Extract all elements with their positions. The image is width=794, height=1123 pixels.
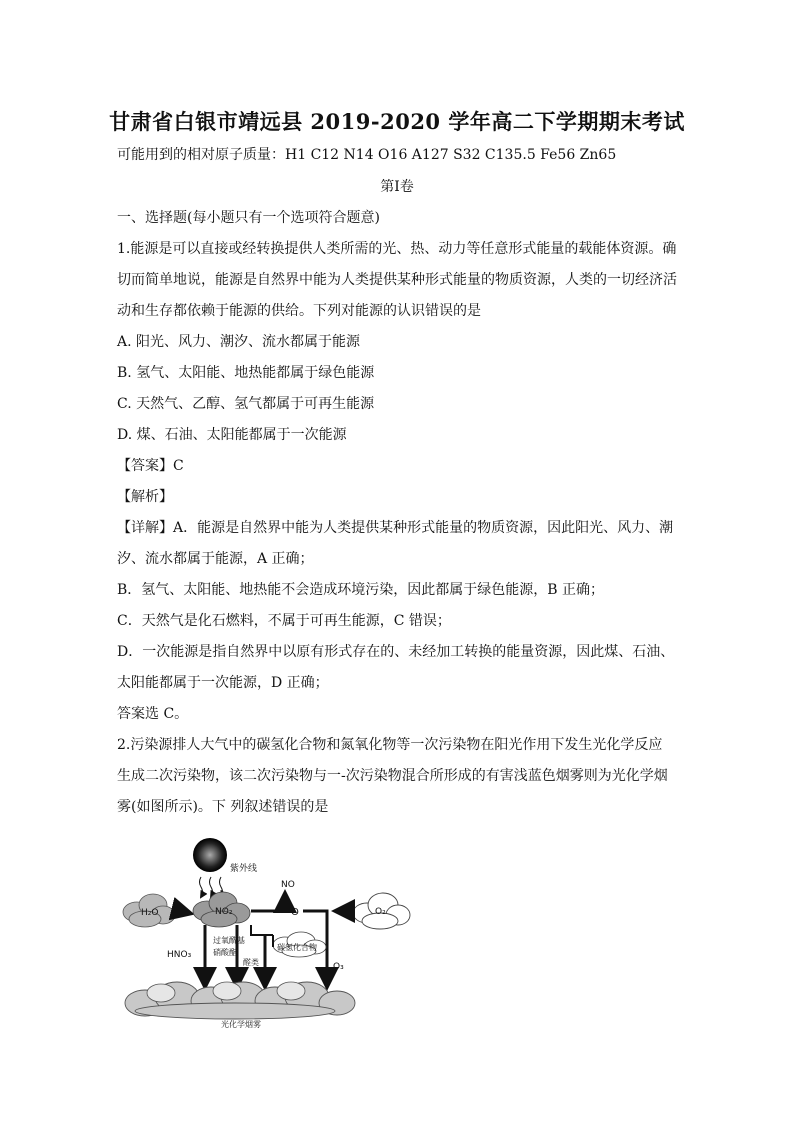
pan-label-2: 硝酸酯 — [213, 948, 237, 957]
uv-label: 紫外线 — [230, 864, 258, 874]
q1-option-d: D. 煤、石油、太阳能都属于一次能源 — [117, 427, 347, 443]
hno3-label: HNO₃ — [167, 950, 192, 960]
pan-label-1: 过氧酰基 — [213, 936, 245, 945]
q2-stem-line: 2.污染源排人大气中的碳氢化合物和氮氧化物等一次污染物在阳光作用下发生光化学反应 — [117, 737, 663, 753]
no2-label: NO₂ — [215, 907, 233, 917]
q1-option-b: B. 氢气、太阳能、地热能都属于绿色能源 — [117, 365, 375, 381]
q2-stem-line: 雾(如图所示)。下 列叙述错误的是 — [117, 799, 329, 815]
q1-option-a: A. 阳光、风力、潮汐、流水都属于能源 — [117, 334, 361, 350]
aldehyde-label: 醛类 — [243, 958, 259, 967]
atomic-masses-line: 可能用到的相对原子质量：H1 C12 N14 O16 A127 S32 C135.5 Fe56 Zn65 — [117, 147, 617, 163]
no-arrow — [251, 895, 285, 911]
q1-detail-line: 太阳能都属于一次能源，D 正确； — [117, 675, 329, 691]
o2-label: O₂ — [375, 907, 386, 917]
q2-stem-line: 生成二次污染物，该二次污染物与一-次污染物混合所形成的有害浅蓝色烟雾则为光化学烟 — [117, 768, 668, 784]
page-title: 甘肃省白银市靖远县 2019-2020 学年高二下学期期末考试 — [109, 109, 685, 134]
q1-stem-line: 动和生存都依赖于能源的供给。下列对能源的认识错误的是 — [117, 303, 481, 319]
section-heading: 一、选择题(每小题只有一个选项符合题意) — [117, 210, 380, 226]
q1-detail-line: C．天然气是化石燃料，不属于可再生能源，C 错误； — [117, 613, 451, 629]
q1-detail-line: D．一次能源是指自然界中以原有形式存在的、未经加工转换的能量资源，因此煤、石油、 — [117, 644, 675, 660]
q1-detail-line: B．氢气、太阳能、地热能不会造成环境污染，因此都属于绿色能源，B 正确； — [117, 582, 605, 598]
photochemical-smog-diagram — [115, 835, 425, 1030]
q1-answer: 【答案】C — [117, 458, 184, 474]
o3-label: O₃ — [333, 962, 344, 972]
h2o-arrow — [173, 909, 189, 913]
q1-detail-line: 【详解】A．能源是自然界中能为人类提供某种形式能量的物质资源，因此阳光、风力、潮 — [117, 520, 674, 536]
part-heading: 第Ⅰ卷 — [380, 179, 414, 195]
q1-detail-line: 答案选 C。 — [117, 706, 189, 722]
hydrocarbon-label: 碳氢化合物 — [277, 943, 317, 952]
q1-option-c: C. 天然气、乙醇、氢气都属于可再生能源 — [117, 396, 375, 412]
q1-stem-line: 1.能源是可以直接或经转换提供人类所需的光、热、动力等任意形式能量的载能体资源。确 — [117, 241, 677, 257]
q1-stem-line: 切而简单地说，能源是自然界中能为人类提供某种形式能量的物质资源，人类的一切经济活 — [117, 272, 677, 288]
h2o-label: H₂O — [141, 908, 159, 918]
q1-analysis-label: 【解析】 — [117, 489, 173, 505]
hydrocarbon-line — [251, 925, 273, 935]
q1-detail-line: 汐、流水都属于能源，A 正确； — [117, 551, 314, 567]
smog-label: 光化学烟雾 — [221, 1020, 261, 1029]
no-label: NO — [281, 880, 295, 890]
sun-icon — [193, 838, 227, 872]
o-label: O — [291, 907, 299, 918]
